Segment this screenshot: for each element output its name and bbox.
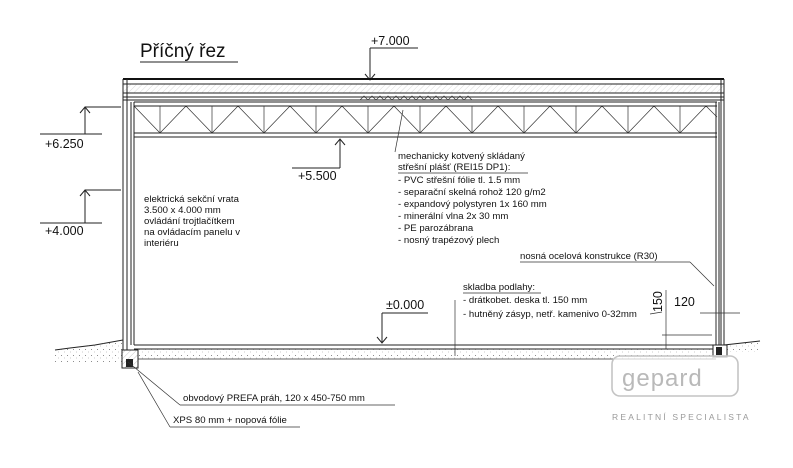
level-5500-label: +5.500 — [298, 169, 337, 183]
roof-note-item: - minerální vlna 2x 30 mm — [398, 211, 509, 222]
gate-note — [144, 194, 240, 249]
dimension-150-label: 150 — [651, 291, 665, 312]
drawing-title: Příčný řez — [140, 41, 226, 62]
gate-note-line: elektrická sekční vrata — [144, 194, 239, 205]
xps-label: XPS 80 mm + nopová fólie — [173, 415, 287, 426]
gate-note-line: na ovládacím panelu v — [144, 227, 240, 238]
roof-note-item: - expandový polystyren 1x 160 mm — [398, 199, 547, 210]
roof-note-item: - nosný trapézový plech — [398, 235, 500, 246]
gepard-watermark — [612, 356, 751, 422]
roof-truss — [134, 102, 717, 137]
watermark-tagline: REALITNÍ SPECIALISTA — [612, 412, 751, 422]
gate-note-line: interiéru — [144, 238, 179, 249]
structure-label: nosná ocelová konstrukce (R30) — [520, 251, 658, 262]
roof-note-item: - PE parozábrana — [398, 223, 474, 234]
structure-callout — [520, 251, 714, 286]
roof-note-item: - PVC střešní fólie tl. 1.5 mm — [398, 175, 521, 186]
floor-note-heading: skladba podlahy: — [463, 282, 536, 293]
dimension-120-label: 120 — [674, 295, 695, 309]
dimension-120 — [674, 290, 740, 330]
roof-assembly — [123, 79, 724, 100]
left-wall — [123, 79, 134, 350]
gate-note-line: ovládání trojtlačítkem — [144, 216, 235, 227]
right-wall — [716, 79, 724, 350]
gate-note-line: 3.500 x 4.000 mm — [144, 205, 221, 216]
roof-note-item: - separační skelná rohož 120 g/m2 — [398, 187, 546, 198]
level-6250-label: +6.250 — [45, 137, 84, 151]
threshold-callout — [128, 362, 395, 405]
level-4000-marker — [40, 190, 121, 238]
level-0000-marker — [377, 298, 428, 343]
level-top-label: +7.000 — [371, 34, 410, 48]
threshold-label: obvodový PREFA práh, 120 x 450-750 mm — [183, 393, 365, 404]
watermark-brand: gepard — [622, 365, 703, 392]
roof-note-heading: mechanicky kotvený skládaný — [398, 151, 525, 162]
level-4000-label: +4.000 — [45, 224, 84, 238]
left-foundation — [122, 350, 138, 368]
level-5500-marker — [292, 139, 345, 183]
roof-note-heading: střešní plášť (REI15 DP1): — [398, 162, 511, 173]
level-top-marker — [365, 34, 418, 80]
level-0000-label: ±0.000 — [386, 298, 425, 312]
floor-note-item: - hutněný zásyp, netř. kamenivo 0-32mm — [463, 309, 637, 320]
level-6250-marker — [40, 107, 121, 151]
floor-note-item: - drátkobet. deska tl. 150 mm — [463, 295, 588, 306]
